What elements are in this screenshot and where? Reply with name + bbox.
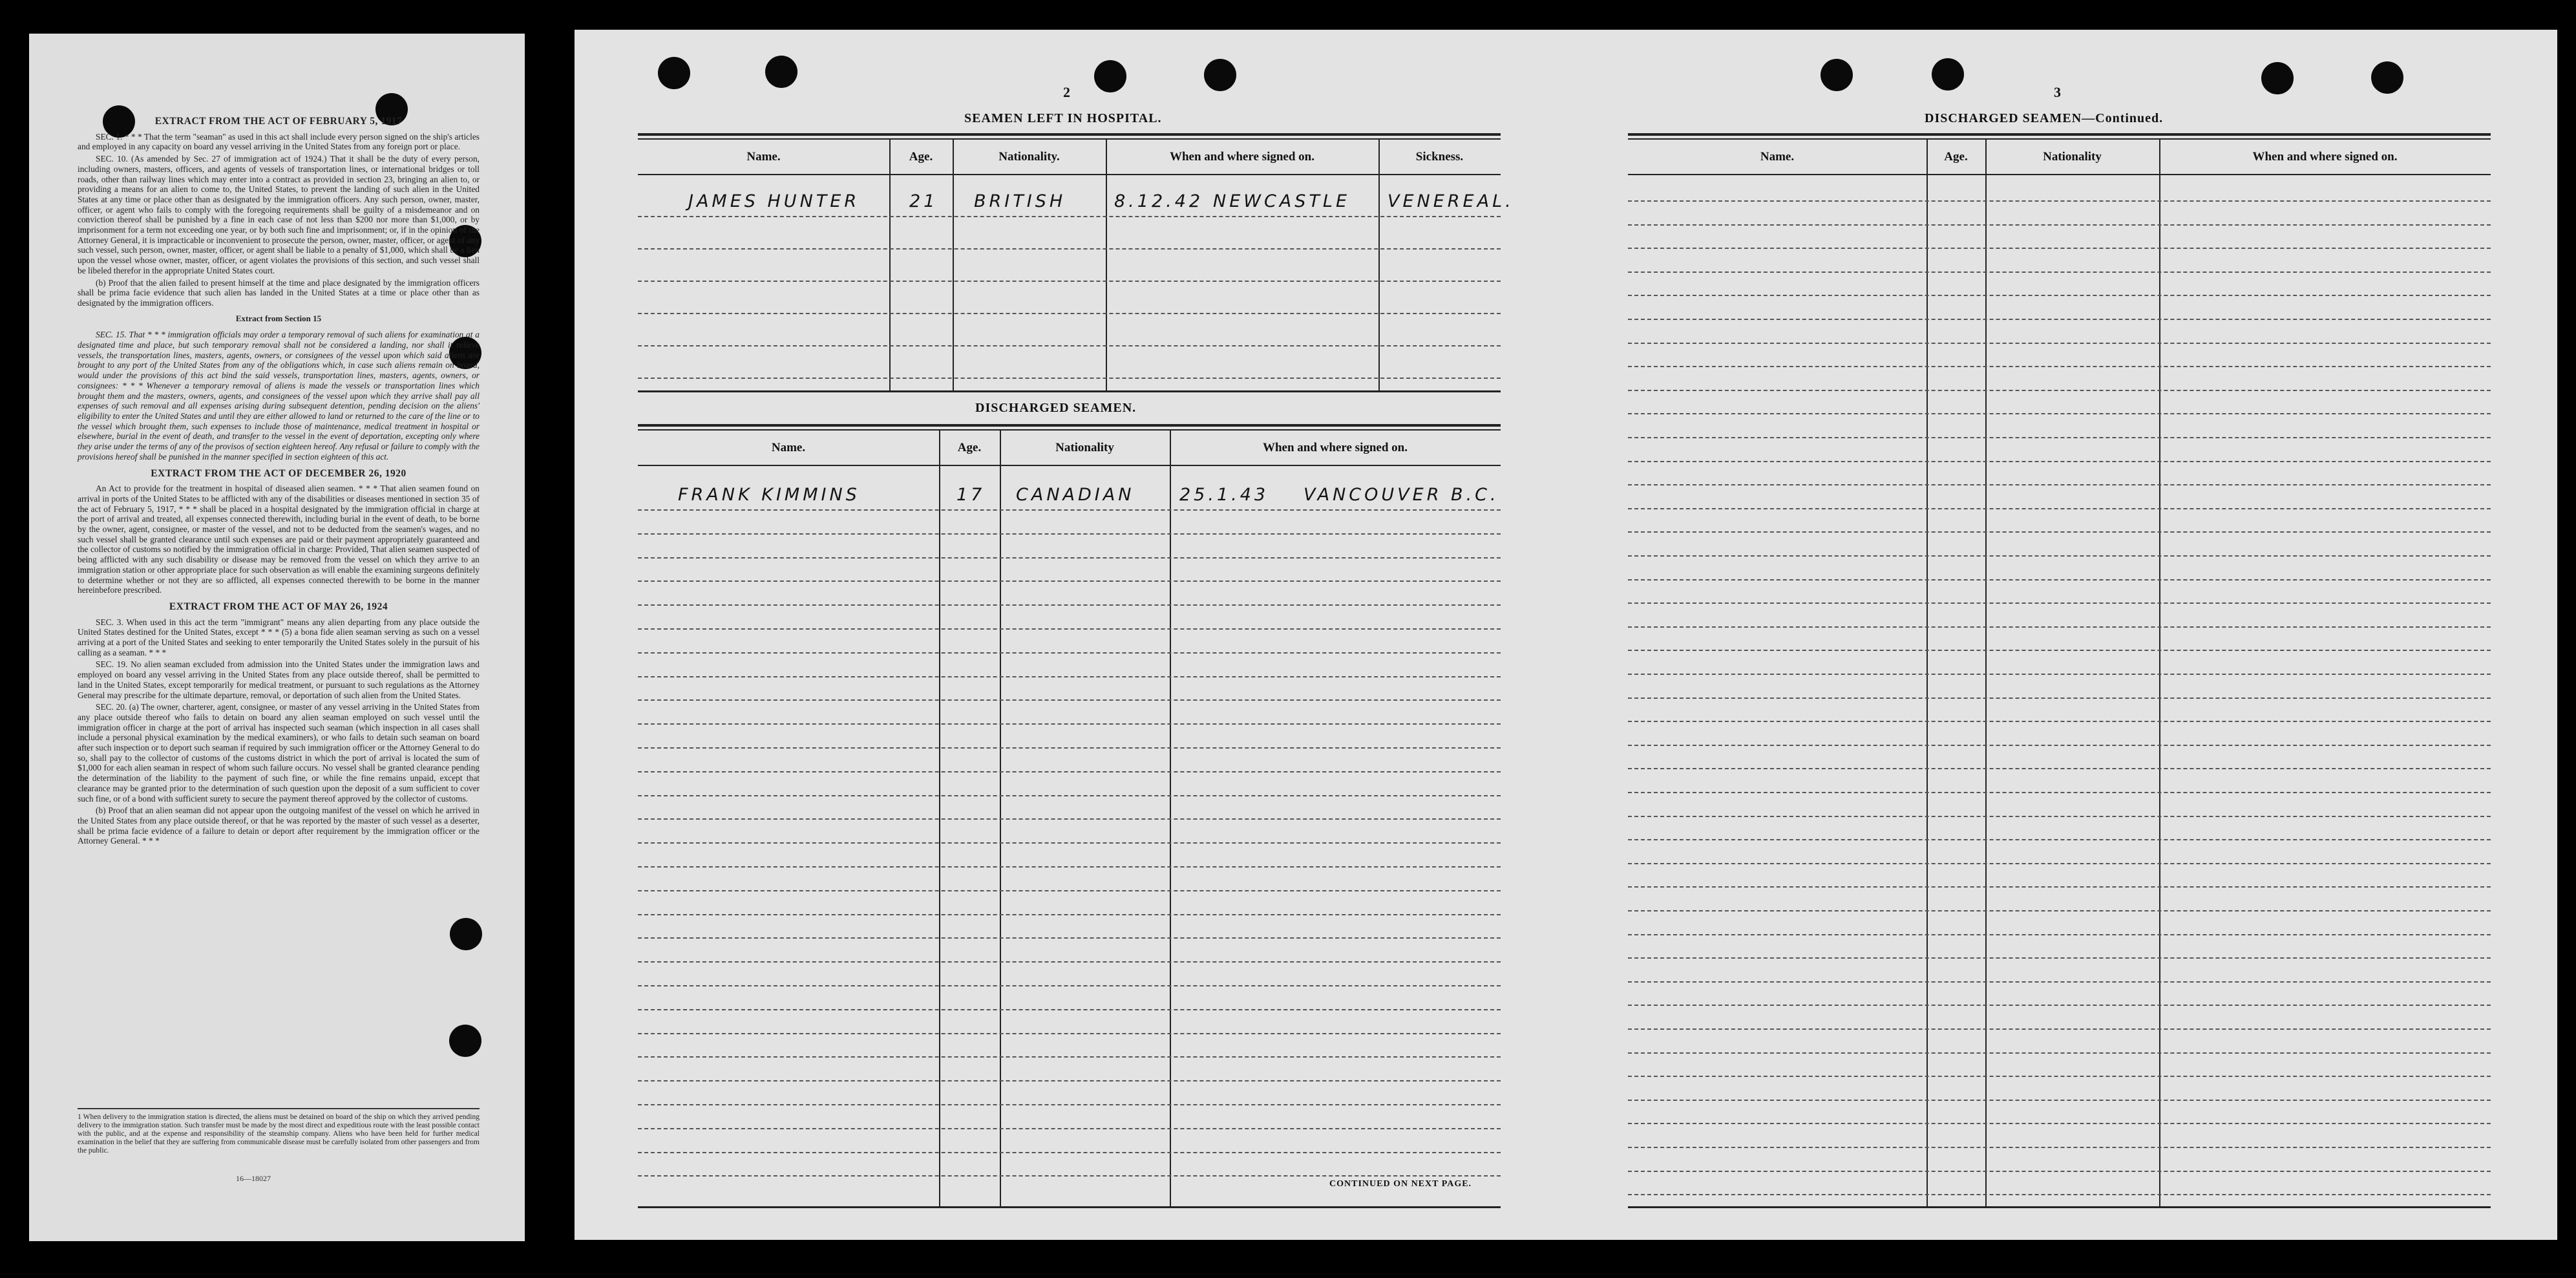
- section-10-text: SEC. 10. (As amended by Sec. 27 of immigration act of 1924.) That it shall be the duty of every person, including owners, masters, officers, and agents of vessels of transportation lines, or international bridges or toll roads, other than railway lines which may enter into a contract as provided in section 23, bringing an alien to, or providing a means for an alien to come to, the United States, to prevent the landing of such alien in the United States at any time or place other than as designated by the immigration officers. Any such person, owner, master, officer, or agent who fails to comply with the foregoing requirements shall be guilty of a misdemeanor and on conviction thereof shall be punished by a fine in each case of not less than $200 nor more than $1,000, or by imprisonment for a term not exceeding one year, or by both such fine and imprisonment; or, if in the opinion of the Attorney General, it is impracticable or inconvenient to prosecute the person, owner, master, officer, or agent of any such vessel, such person, owner, master, officer, or agent shall be liable to a penalty of $1,000, which shall be a lien upon the vessel whose owner, master, officer, or agent violates the provisions of this section, and such vessel shall be libeled therefor in the appropriate United States court.: [78, 154, 480, 275]
- discharged-section-title: DISCHARGED SEAMEN.: [975, 401, 1137, 415]
- col-header-signed-on: When and where signed on.: [2252, 150, 2398, 164]
- row-rule: [1628, 745, 2491, 746]
- header-rule: [638, 174, 1501, 175]
- row-rule: [638, 533, 1501, 535]
- row-rule: [1628, 579, 2491, 580]
- col-header-name: Name.: [771, 441, 806, 454]
- col-header-signed-on: When and where signed on.: [1169, 150, 1314, 164]
- table-top-rule: [638, 138, 1501, 140]
- footnote-divider: [78, 1108, 480, 1109]
- row-rule: [638, 1104, 1501, 1105]
- row-rule: [1628, 650, 2491, 651]
- row-rule: [638, 818, 1501, 820]
- row-rule: [1628, 248, 2491, 249]
- col-header-name: Name.: [746, 150, 781, 164]
- row-rule: [1628, 626, 2491, 628]
- row-rule: [1628, 437, 2491, 438]
- entry-date: 25.1.43: [1179, 485, 1269, 505]
- row-rule: [1628, 1123, 2491, 1124]
- row-rule: [638, 985, 1501, 986]
- row-rule: [1628, 531, 2491, 533]
- row-rule: [1628, 366, 2491, 367]
- column-divider: [1927, 140, 1928, 1206]
- section-20-text: SEC. 20. (a) The owner, charterer, agent, consignee, or master of any vessel arriving in the United States from any place outside thereof who fails to detain on board any alien seaman employed on such vessel until the immigration officer in charge at the port of arrival has inspected such seaman (which inspection in all cases shall include a personal physical examination by the medical examiners), or who fails to detain such seaman on board after such inspection or to deport such seaman if required by such immigration officer or the Attorney General to do so, shall pay to the collector of customs of the customs district in which the port of arrival is located the sum of $1,000 for each alien seaman in respect of whom such failure occurs. No vessel shall be granted clearance pending the determination of the liability to the payment of such fine, or while the fine remains unpaid, except that clearance may be granted prior to the determination of such question upon the deposit of a sum sufficient to cover such fine, or of a bond with sufficient surety to secure the payment thereof approved by the collector of customs.: [78, 702, 480, 804]
- entry-name: JAMES HUNTER: [688, 191, 860, 211]
- row-rule: [638, 1175, 1501, 1177]
- row-rule: [638, 628, 1501, 630]
- discharged-table: [638, 424, 1501, 1209]
- row-rule: [1628, 934, 2491, 935]
- table-top-rule: [638, 429, 1501, 431]
- row-rule: [638, 604, 1501, 606]
- act-extracts-page: [29, 34, 525, 1241]
- entry-place: VANCOUVER B.C.: [1304, 485, 1499, 505]
- row-rule: [638, 747, 1501, 749]
- row-rule: [1628, 1005, 2491, 1006]
- column-divider: [1378, 140, 1380, 390]
- col-header-age: Age.: [957, 441, 982, 454]
- entry-age: 21: [909, 191, 938, 211]
- row-rule: [638, 842, 1501, 844]
- table-bottom-rule: [1628, 1206, 2491, 1208]
- col-header-nationality: Nationality: [1055, 441, 1114, 454]
- section-15-text: SEC. 15. That * * * immigration officials may order a temporary removal of such aliens for examination at a designated time and place, but such temporary removal shall not be considered a landing, nor shall it relieve vessels, the transportation lines, masters, agents, owners, or consignees of the vessel upon which said aliens are brought to any port of the United States from any of the obligations which, in case such aliens remain on board, would under the provisions of this act bind the said vessels, transportation lines, masters, agents, owners, or consignees: * * * Whenever a temporary removal of aliens is made the vessels or transportation lines which brought them and the masters, owners, agents, and consignees of the vessel upon which they arrive shall pay all expenses of such removal and all expenses arising during subsequent detention, pending decision on the aliens' eligibility to enter the United States and until they are either allowed to land or returned to the care of the line or to the vessel which brought them, such expenses to include those of maintenance, medical treatment in hospital or elsewhere, burial in the event of death, and transfer to the vessel in the event of deportation, excepting only where they arise under the terms of any of the provisos of section eighteen hereof. Any refusal or failure to comply with the provisions hereof shall be punished in the manner specified in section eighteen of this act.: [78, 330, 480, 462]
- punch-hole: [1821, 59, 1853, 91]
- row-rule: [1628, 792, 2491, 793]
- continued-note: CONTINUED ON NEXT PAGE.: [1329, 1179, 1472, 1189]
- row-rule: [638, 281, 1501, 282]
- row-rule: [638, 771, 1501, 772]
- row-rule: [1628, 1052, 2491, 1054]
- punch-hole: [1094, 60, 1126, 92]
- row-rule: [1628, 272, 2491, 273]
- heading-section-15: Extract from Section 15: [235, 313, 322, 323]
- row-rule: [638, 1080, 1501, 1081]
- row-rule: [1628, 602, 2491, 604]
- column-divider: [1985, 140, 1987, 1206]
- section-20b-text: (b) Proof that an alien seaman did not appear upon the outgoing manifest of the vessel on which he arrived in the United States from any place outside thereof, or that he was reported by the master of such vessel as a deserter, shall be prima facie evidence of a failure to detain or deport after requirement by the immigration officer or the Attorney General. * * *: [78, 805, 480, 846]
- act-1920-text: An Act to provide for the treatment in hospital of diseased alien seamen. * * * That alien seamen found on arrival in ports of the United States to be afflicted with any of the disabilities or diseases mentioned in section 35 of the act of February 5, 1917, * * * shall be placed in a hospital designated by the immigration official in charge at the port of arrival and treated, all expenses connected therewith, including burial in the event of death, to be borne by the owner, agent, consignee, or master of the vessel, and not to be deducted from the seamen's wages, and no such vessel shall be granted clearance until such expenses are paid or their payment appropriately guaranteed and the collector of customs so notified by the immigration official in charge: Provided, That alien seamen suspected of being afflicted with any such disability or disease may be removed from the vessel on which they arrive to an immigration station or other appropriate place for such observation as will enable the examining surgeons definitely to determine whether or not they are so afflicted, all expenses connected therewith to be borne in the manner hereinbefore prescribed.: [78, 484, 480, 595]
- row-rule: [1628, 981, 2491, 983]
- punch-hole: [1204, 59, 1236, 91]
- row-rule: [638, 313, 1501, 314]
- row-rule: [1628, 413, 2491, 414]
- row-rule: [1628, 1028, 2491, 1030]
- row-rule: [1628, 816, 2491, 817]
- row-rule: [638, 699, 1501, 701]
- row-rule: [638, 961, 1501, 963]
- punch-hole: [449, 1025, 481, 1057]
- row-rule: [1628, 957, 2491, 959]
- row-rule: [638, 378, 1501, 379]
- row-rule: [1628, 224, 2491, 226]
- row-rule: [1628, 768, 2491, 769]
- row-rule: [638, 345, 1501, 346]
- discharged-continued-table: [1628, 133, 2491, 1209]
- table-bottom-rule: [638, 390, 1501, 392]
- entry-sickness: VENEREAL.: [1388, 191, 1514, 211]
- section-3-text: SEC. 3. When used in this act the term "immigrant" means any alien departing from any place outside the United States destined for the United States, except * * * (5) a bona fide alien seaman serving as such on a vessel arriving at a port of the United States and seeking to enter temporarily the United States solely in the pursuit of his calling as a seaman. * * *: [78, 617, 480, 657]
- row-rule: [638, 1128, 1501, 1129]
- row-rule: [638, 557, 1501, 559]
- column-divider: [889, 140, 891, 390]
- row-rule: [1628, 319, 2491, 320]
- page3-title: DISCHARGED SEAMEN—Continued.: [1925, 111, 2164, 125]
- table-top-rule: [638, 133, 1501, 136]
- row-rule: [1628, 1171, 2491, 1172]
- row-rule: [638, 866, 1501, 868]
- row-rule: [1628, 910, 2491, 911]
- heading-act-1924: EXTRACT FROM THE ACT OF MAY 26, 1924: [169, 601, 388, 612]
- col-header-signed-on: When and where signed on.: [1262, 441, 1408, 454]
- entry-nationality: BRITISH: [974, 191, 1066, 211]
- row-rule: [638, 1033, 1501, 1034]
- table-top-rule: [1628, 133, 2491, 136]
- heading-act-1920: EXTRACT FROM THE ACT OF DECEMBER 26, 1920: [151, 467, 406, 479]
- table-bottom-rule: [638, 1206, 1501, 1208]
- row-rule: [1628, 484, 2491, 485]
- row-rule: [638, 723, 1501, 725]
- table-top-rule: [1628, 138, 2491, 140]
- entry-nationality: CANADIAN: [1016, 485, 1135, 505]
- header-rule: [1628, 174, 2491, 175]
- row-rule: [638, 1152, 1501, 1153]
- hospital-table: [638, 133, 1514, 392]
- row-rule: [1628, 1147, 2491, 1148]
- row-rule: [1628, 886, 2491, 888]
- row-rule: [638, 652, 1501, 654]
- column-divider: [2159, 140, 2160, 1206]
- punch-hole: [765, 56, 797, 88]
- page-number-3: 3: [2054, 84, 2061, 100]
- row-rule: [638, 676, 1501, 677]
- section-1-text: SEC. 1. * * * That the term "seaman" as used in this act shall include every person signed on the ship's articles and employed in any capacity on board any vessel arriving in the United States from any foreign port or place.: [78, 131, 480, 152]
- row-rule: [638, 509, 1501, 511]
- col-header-nationality: Nationality: [2043, 150, 2102, 164]
- row-rule: [638, 580, 1501, 582]
- column-divider: [1106, 140, 1107, 390]
- row-rule: [638, 914, 1501, 915]
- table-top-rule: [638, 424, 1501, 427]
- row-rule: [1628, 1076, 2491, 1077]
- row-rule: [1628, 1100, 2491, 1101]
- col-header-name: Name.: [1760, 150, 1795, 164]
- row-rule: [638, 1056, 1501, 1058]
- punch-hole: [1932, 58, 1964, 91]
- row-rule: [1628, 1194, 2491, 1195]
- entry-name: FRANK KIMMINS: [678, 485, 860, 505]
- heading-act-1917: EXTRACT FROM THE ACT OF FEBRUARY 5, 1917: [154, 116, 403, 127]
- row-rule: [638, 248, 1501, 250]
- entry-date: 8.12.42: [1114, 191, 1204, 211]
- punch-hole: [658, 57, 690, 89]
- row-rule: [638, 937, 1501, 939]
- row-rule: [1628, 390, 2491, 391]
- col-header-nationality: Nationality.: [998, 150, 1060, 164]
- row-rule: [1628, 839, 2491, 840]
- col-header-sickness: Sickness.: [1415, 150, 1464, 164]
- row-rule: [1628, 461, 2491, 462]
- row-rule: [638, 1009, 1501, 1010]
- col-header-age: Age.: [909, 150, 933, 164]
- row-rule: [1628, 674, 2491, 675]
- section-19-text: SEC. 19. No alien seaman excluded from admission into the United States under the immigration laws and employed on board any vessel arriving in the United States from any place outside thereof, shall be permitted to land in the United States, except temporarily for medical treatment, or pursuant to such regulations as the Attorney General may prescribe for the ultimate departure, removal, or deportation of such alien from the United States.: [78, 659, 480, 700]
- row-rule: [1628, 863, 2491, 864]
- entry-age: 17: [956, 485, 986, 505]
- col-header-age: Age.: [1944, 150, 1968, 164]
- page-number-2: 2: [1063, 84, 1070, 100]
- row-rule: [1628, 343, 2491, 344]
- punch-hole: [2261, 62, 2294, 94]
- column-divider: [953, 140, 954, 390]
- row-rule: [1628, 698, 2491, 699]
- row-rule: [1628, 295, 2491, 296]
- row-rule: [1628, 508, 2491, 509]
- row-rule: [1628, 555, 2491, 557]
- punch-hole: [450, 918, 482, 950]
- act-text-block: [78, 110, 480, 848]
- header-rule: [638, 465, 1501, 466]
- entry-place: NEWCASTLE: [1213, 191, 1351, 211]
- hospital-section-title: SEAMEN LEFT IN HOSPITAL.: [964, 111, 1162, 125]
- row-rule: [1628, 721, 2491, 722]
- manifest-spread: [575, 30, 2557, 1240]
- row-rule: [638, 890, 1501, 891]
- section-10b-text: (b) Proof that the alien failed to present himself at the time and place designated by the immigration officers shall be prima facie evidence that such alien has landed in the United States at a time or place other than as designated by the immigration officers.: [78, 277, 480, 308]
- form-number: 16—18027: [236, 1174, 271, 1183]
- footnote: 1 When delivery to the immigration station is directed, the aliens must be detained on board of the ship on which they arrived pending delivery to the immigration station. Such transfer must be made by the most direct and expeditious route with the least possible contact with the public, and at the expense and responsibility of the steamship company. Aliens who have been held for further medical examination in the belief that they are suffering from communicable disease must be carefully isolated from other passengers and from the public.: [78, 1113, 480, 1155]
- row-rule: [638, 216, 1501, 217]
- punch-hole: [2371, 61, 2403, 94]
- row-rule: [1628, 200, 2491, 202]
- row-rule: [638, 795, 1501, 796]
